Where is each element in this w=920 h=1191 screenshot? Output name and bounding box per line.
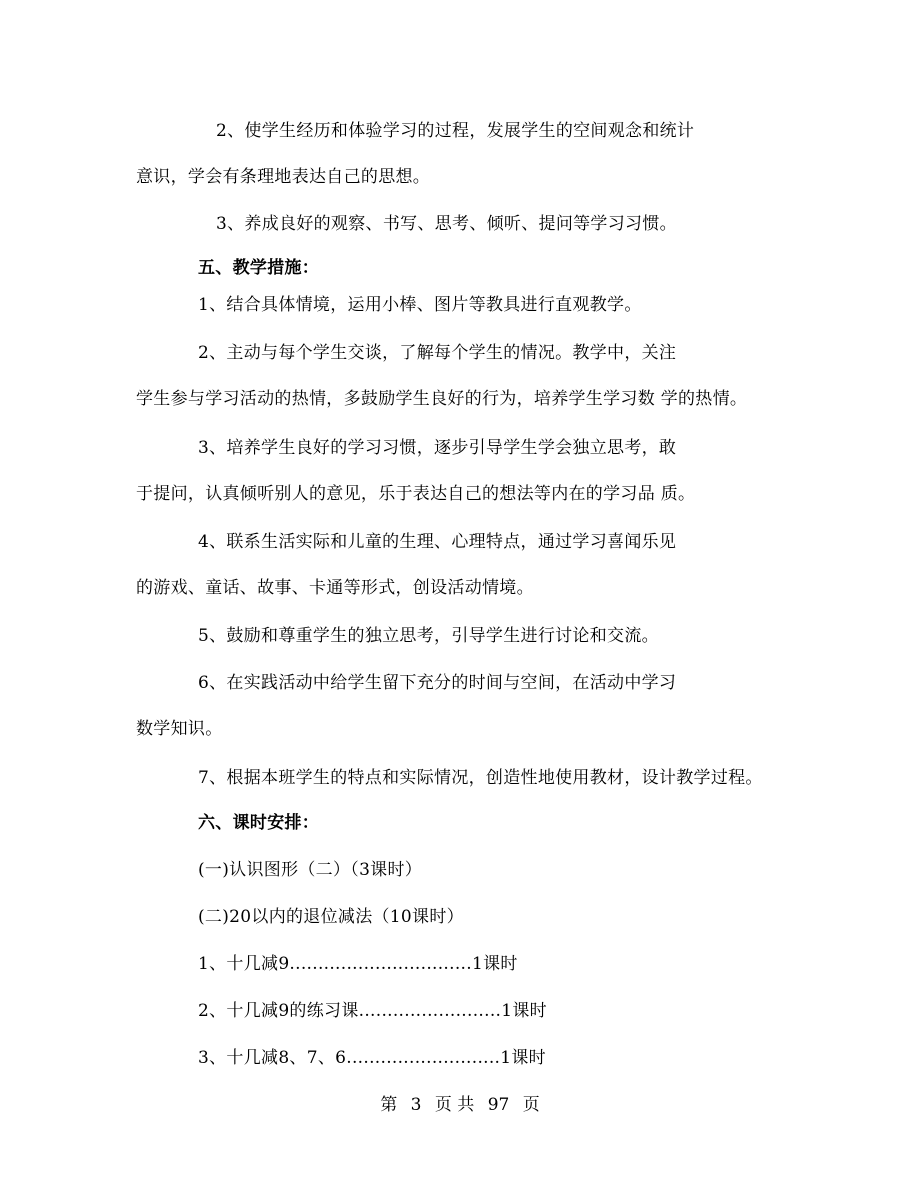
text-line: 1、十几减9................................1课时 <box>198 954 518 974</box>
footer-middle: 页 共 <box>434 1095 475 1115</box>
text-line: 意识，学会有条理地表达自己的思想。 <box>136 167 431 187</box>
text-line: 的游戏、童话、故事、卡通等形式，创设活动情境。 <box>136 578 534 598</box>
text-line: 1、结合具体情境，运用小棒、图片等教具进行直观教学。 <box>198 295 642 315</box>
text-line: 3、培养学生良好的学习习惯，逐步引导学生学会独立思考，敢 <box>198 438 677 458</box>
text-line: 3、养成良好的观察、书写、思考、倾听、提问等学习习惯。 <box>216 214 677 234</box>
text-line: 3、十几减8、7、6...........................1课时 <box>198 1048 546 1068</box>
text-line: 2、使学生经历和体验学习的过程，发展学生的空间观念和统计 <box>216 121 695 141</box>
text-line: 2、主动与每个学生交谈，了解每个学生的情况。教学中，关注 <box>198 343 677 363</box>
text-line: 5、鼓励和尊重学生的独立思考，引导学生进行讨论和交流。 <box>198 626 659 646</box>
page-footer <box>0 1094 920 1116</box>
section-heading: 五、教学措施： <box>198 258 320 278</box>
text-line: 于提问，认真倾听别人的意见，乐于表达自己的想法等内在的学习品 质。 <box>136 484 696 504</box>
footer-suffix: 页 <box>522 1095 540 1115</box>
text-line: 2、十几减9的练习课.........................1课时 <box>198 1001 547 1021</box>
text-line: 学生参与学习活动的热情，多鼓励学生良好的行为，培养学生学习数 学的热情。 <box>136 389 748 409</box>
footer-prefix: 第 <box>380 1095 398 1115</box>
footer-page-number: 3 <box>410 1095 422 1115</box>
text-line: (二)20以内的退位减法（10课时） <box>198 907 464 927</box>
text-line: 4、联系生活实际和儿童的生理、心理特点，通过学习喜闻乐见 <box>198 532 677 552</box>
section-heading: 六、课时安排： <box>198 813 320 833</box>
text-line: 6、在实践活动中给学生留下充分的时间与空间，在活动中学习 <box>198 673 677 693</box>
text-line: 7、根据本班学生的特点和实际情况，创造性地使用教材，设计教学过程。 <box>198 768 763 788</box>
text-line: 数学知识。 <box>136 719 223 739</box>
text-line: (一)认识图形（二）（3课时） <box>198 860 423 880</box>
footer-total-pages: 97 <box>487 1095 510 1115</box>
